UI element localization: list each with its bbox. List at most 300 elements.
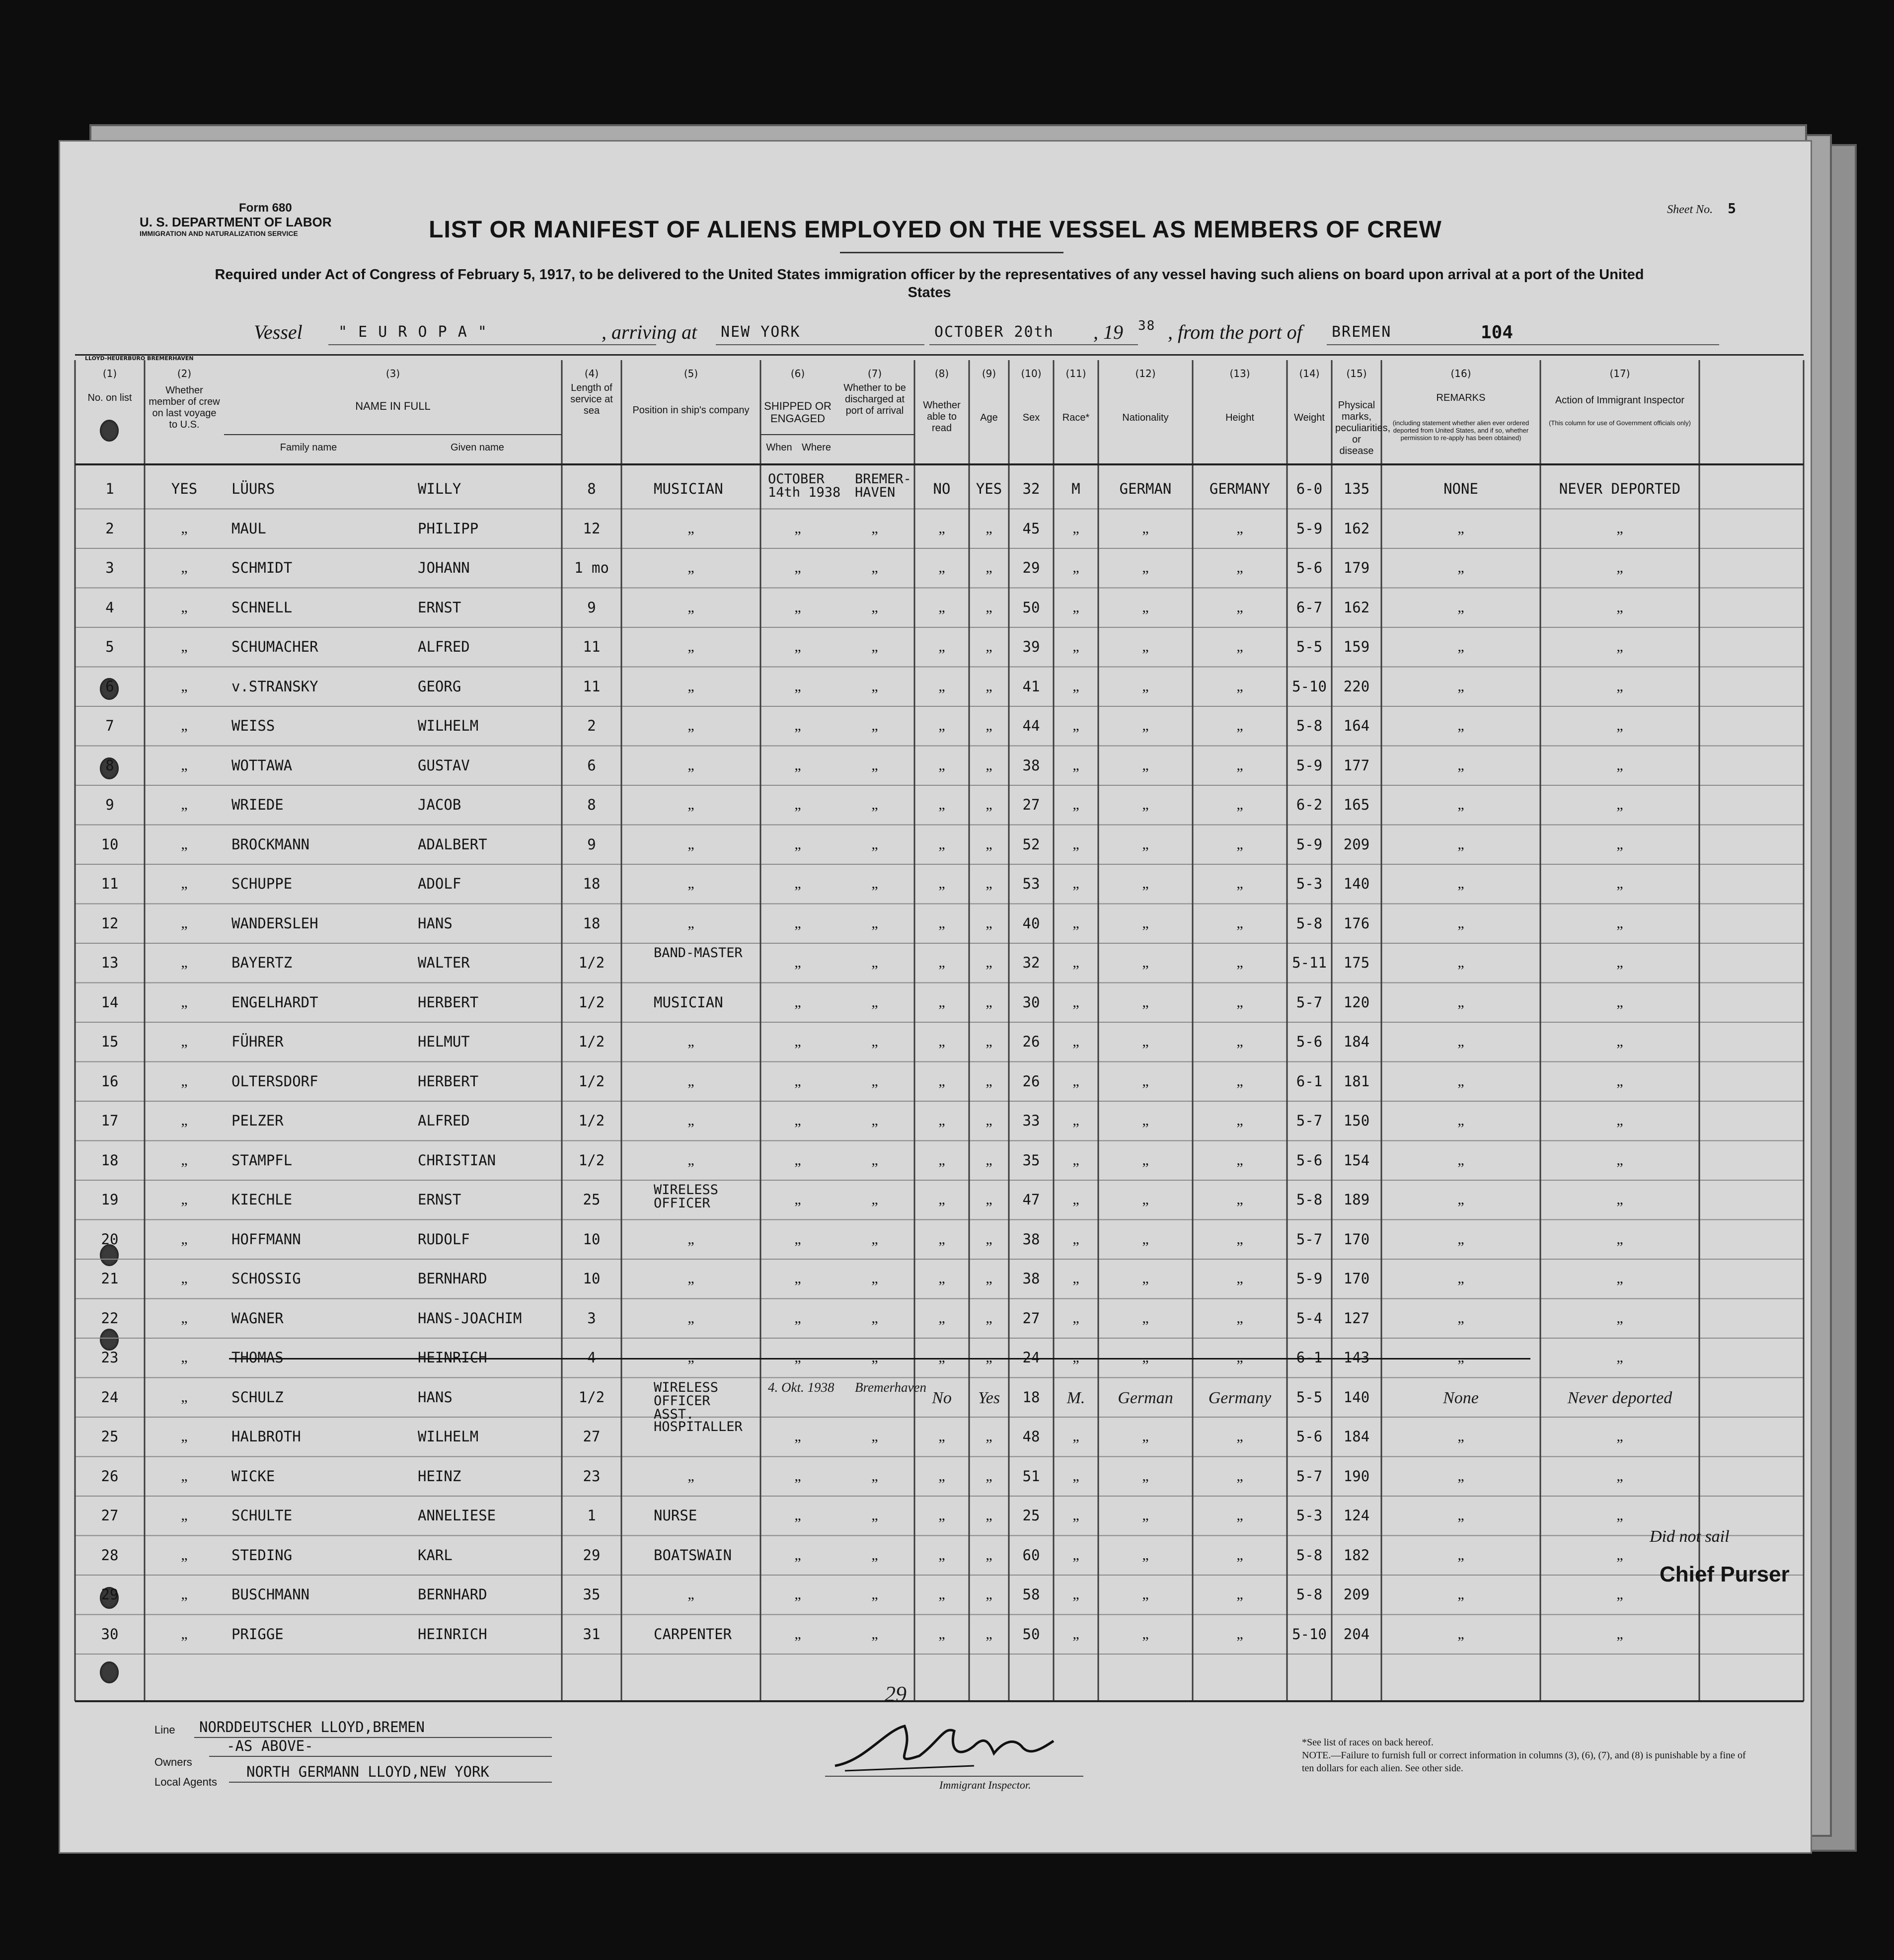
- cell-weight: 182: [1343, 1546, 1370, 1564]
- table-row: [60, 1338, 1814, 1378]
- ditto-mark: „: [1236, 678, 1243, 694]
- cell-age: 48: [1022, 1428, 1040, 1445]
- ditto-mark: „: [1142, 875, 1149, 892]
- column-number: (14): [1299, 368, 1320, 379]
- ditto-mark: „: [687, 756, 694, 773]
- sheet-label: Sheet No.: [1667, 203, 1713, 216]
- ditto-mark: „: [871, 717, 878, 734]
- ditto-mark: „: [1142, 756, 1149, 773]
- ditto-mark: „: [1142, 914, 1149, 931]
- ditto-mark: „: [871, 835, 878, 852]
- cell-height: 5-8: [1296, 1191, 1323, 1208]
- arrival-date: OCTOBER 20th: [934, 323, 1054, 341]
- cell-weight: 189: [1343, 1191, 1370, 1208]
- ditto-mark: „: [1142, 520, 1149, 536]
- cell-no: 20: [101, 1230, 119, 1248]
- ditto-mark: „: [871, 954, 878, 971]
- cell-family: WRIEDE: [231, 796, 284, 813]
- cell-height: 5-6: [1296, 1151, 1323, 1169]
- ditto-mark: „: [181, 1467, 188, 1484]
- cell-weight: 184: [1343, 1428, 1370, 1445]
- cell-weight: 220: [1343, 678, 1370, 695]
- ditto-mark: „: [794, 835, 801, 852]
- cell-height: 6-1: [1296, 1349, 1323, 1366]
- vessel-line: [60, 320, 1811, 350]
- cell-height: 6-0: [1296, 480, 1323, 497]
- ditto-mark: „: [1616, 875, 1623, 892]
- cell-race: GERMAN: [1119, 480, 1172, 497]
- vessel-name: " E U R O P A ": [338, 323, 488, 341]
- cell-given: ALFRED: [418, 638, 470, 655]
- ditto-mark: „: [871, 1586, 878, 1602]
- ditto-mark: „: [181, 914, 188, 931]
- ditto-mark: „: [1236, 638, 1243, 655]
- cell-family: SCHULZ: [231, 1388, 284, 1406]
- ditto-mark: „: [1236, 1586, 1243, 1602]
- cell-no: 13: [101, 954, 119, 971]
- cell-given: ADOLF: [418, 875, 461, 892]
- ditto-mark: „: [1457, 678, 1464, 694]
- ditto-mark: „: [1072, 1507, 1079, 1523]
- cell-sex: M.: [1066, 1388, 1085, 1407]
- ditto-mark: „: [1236, 835, 1243, 852]
- cell-no: 9: [105, 796, 114, 813]
- ditto-mark: „: [181, 835, 188, 852]
- ditto-mark: „: [794, 678, 801, 694]
- ditto-mark: „: [1142, 1033, 1149, 1050]
- ditto-mark: „: [1236, 1230, 1243, 1247]
- ditto-mark: „: [1142, 1151, 1149, 1168]
- ditto-mark: „: [985, 914, 992, 931]
- ditto-mark: „: [1236, 914, 1243, 931]
- table-row: [60, 1496, 1814, 1536]
- cell-no: 24: [101, 1388, 119, 1406]
- cell-weight: 154: [1343, 1151, 1370, 1169]
- ditto-mark: „: [1457, 1625, 1464, 1642]
- ditto-mark: „: [871, 1112, 878, 1129]
- cell-service: 11: [583, 678, 601, 695]
- cell-given: ERNST: [418, 1191, 461, 1208]
- ditto-mark: „: [1457, 1546, 1464, 1563]
- ditto-mark: „: [687, 875, 694, 892]
- cell-read: YES: [976, 480, 1002, 497]
- cell-family: PELZER: [231, 1112, 284, 1129]
- column-subheader: Family name: [280, 442, 337, 453]
- ditto-mark: „: [1236, 559, 1243, 576]
- ditto-mark: „: [1072, 520, 1079, 536]
- ditto-mark: „: [985, 756, 992, 773]
- cell-height: 5-9: [1296, 1270, 1323, 1287]
- column-header: Whether member of crew on last voyage to U.S.: [149, 385, 220, 430]
- ditto-mark: „: [1616, 835, 1623, 852]
- column-number: (17): [1609, 368, 1630, 379]
- cell-height: 5-7: [1296, 993, 1323, 1011]
- arrival-port: NEW YORK: [721, 323, 801, 341]
- ditto-mark: „: [1457, 1586, 1464, 1602]
- ditto-mark: „: [1616, 1151, 1623, 1168]
- cell-weight: 140: [1343, 875, 1370, 892]
- cell-family: BROCKMANN: [231, 835, 310, 853]
- cell-weight: 124: [1343, 1507, 1370, 1524]
- ditto-mark: „: [1142, 1230, 1149, 1247]
- ditto-mark: „: [938, 559, 945, 576]
- ditto-mark: „: [871, 1349, 878, 1365]
- column-header: Length of service at sea: [570, 382, 613, 416]
- table-row: [60, 746, 1814, 786]
- ditto-mark: „: [1616, 638, 1623, 655]
- cell-service: 9: [587, 835, 596, 853]
- cell-service: 1 mo: [574, 559, 609, 576]
- cell-height: 5-8: [1296, 914, 1323, 932]
- cell-position: MUSICIAN: [654, 480, 723, 497]
- column-number: (2): [177, 368, 192, 379]
- cell-weight: 170: [1343, 1230, 1370, 1248]
- cell-age: 44: [1022, 717, 1040, 734]
- cell-sex: M: [1071, 480, 1080, 497]
- cell-given: ERNST: [418, 599, 461, 616]
- ditto-mark: „: [1457, 756, 1464, 773]
- ditto-mark: „: [871, 520, 878, 536]
- cell-position: CARPENTER: [654, 1625, 732, 1643]
- column-header: Whether able to read: [923, 400, 961, 434]
- cell-family: STEDING: [231, 1546, 293, 1564]
- ditto-mark: „: [794, 1625, 801, 1642]
- cell-age: 33: [1022, 1112, 1040, 1129]
- cell-given: HANS: [418, 914, 453, 932]
- cell-family: SCHNELL: [231, 599, 293, 616]
- ditto-mark: „: [181, 638, 188, 655]
- ditto-mark: „: [1072, 875, 1079, 892]
- ditto-mark: „: [938, 1033, 945, 1050]
- ditto-mark: „: [794, 1270, 801, 1286]
- column-number: (16): [1450, 368, 1471, 379]
- ditto-mark: „: [1236, 993, 1243, 1010]
- column-number: (15): [1346, 368, 1367, 379]
- cell-weight: 150: [1343, 1112, 1370, 1129]
- punch-hole: [100, 420, 119, 442]
- cell-remarks: Never deported: [1567, 1388, 1672, 1407]
- cell-no: 28: [101, 1546, 119, 1564]
- ditto-mark: „: [181, 678, 188, 694]
- ditto-mark: „: [938, 993, 945, 1010]
- ditto-mark: „: [938, 796, 945, 813]
- ditto-mark: „: [871, 1546, 878, 1563]
- column-header: Race*: [1062, 412, 1090, 423]
- ditto-mark: „: [794, 1072, 801, 1089]
- ditto-mark: „: [794, 1230, 801, 1247]
- ditto-mark: „: [687, 1309, 694, 1326]
- cell-service: 10: [583, 1230, 601, 1248]
- ditto-mark: „: [1142, 717, 1149, 734]
- ditto-mark: „: [985, 1467, 992, 1484]
- ditto-mark: „: [1616, 1586, 1623, 1602]
- cell-service: 1/2: [578, 993, 605, 1011]
- ditto-mark: „: [794, 1309, 801, 1326]
- ditto-mark: „: [181, 954, 188, 971]
- cell-age: 58: [1022, 1586, 1040, 1603]
- ditto-mark: „: [1236, 1507, 1243, 1523]
- cell-given: HERBERT: [418, 1072, 479, 1090]
- ditto-mark: „: [794, 1349, 801, 1365]
- ditto-mark: „: [985, 796, 992, 813]
- ditto-mark: „: [1236, 1428, 1243, 1444]
- cell-weight: 209: [1343, 835, 1370, 853]
- column-number: (7): [867, 368, 882, 379]
- ditto-mark: „: [794, 1033, 801, 1050]
- ditto-mark: „: [794, 954, 801, 971]
- cell-height: 5-8: [1296, 1546, 1323, 1564]
- cell-service: 29: [583, 1546, 601, 1564]
- cell-no: 25: [101, 1428, 119, 1445]
- ditto-mark: „: [1236, 1546, 1243, 1563]
- cell-height: 5-9: [1296, 756, 1323, 774]
- table-row: [60, 548, 1814, 588]
- ditto-mark: „: [938, 1546, 945, 1563]
- ditto-mark: „: [1616, 954, 1623, 971]
- cell-service: 8: [587, 796, 596, 813]
- ditto-mark: „: [1457, 796, 1464, 813]
- ditto-mark: „: [794, 796, 801, 813]
- ditto-mark: „: [1236, 1033, 1243, 1050]
- cell-age: 30: [1022, 993, 1040, 1011]
- ditto-mark: „: [1142, 1072, 1149, 1089]
- ditto-mark: „: [871, 638, 878, 655]
- line-label: Line: [154, 1724, 175, 1736]
- cell-family: WICKE: [231, 1467, 275, 1485]
- ditto-mark: „: [181, 1428, 188, 1444]
- cell-position: WIRELESS OFFICER ASST.: [654, 1379, 719, 1422]
- cell-no: 4: [105, 599, 114, 616]
- ditto-mark: „: [985, 1270, 992, 1286]
- cell-race: German: [1118, 1388, 1173, 1407]
- ditto-mark: „: [871, 1270, 878, 1286]
- cell-family: WANDERSLEH: [231, 914, 318, 932]
- ditto-mark: „: [1072, 756, 1079, 773]
- ditto-mark: „: [938, 756, 945, 773]
- table-row: [60, 904, 1814, 944]
- ditto-mark: „: [1457, 1467, 1464, 1484]
- ditto-mark: „: [871, 796, 878, 813]
- ditto-mark: „: [1457, 835, 1464, 852]
- column-header: Nationality: [1122, 412, 1169, 423]
- cell-age: 29: [1022, 559, 1040, 576]
- cell-family: WOTTAWA: [231, 756, 293, 774]
- cell-age: 38: [1022, 1270, 1040, 1287]
- cell-height: 5-5: [1296, 638, 1323, 655]
- cell-weight: 190: [1343, 1467, 1370, 1485]
- ditto-mark: „: [1236, 756, 1243, 773]
- cell-service: 6: [587, 756, 596, 774]
- cell-no: 22: [101, 1309, 119, 1327]
- ditto-mark: „: [1072, 717, 1079, 734]
- departure-port: BREMEN: [1332, 323, 1392, 341]
- ditto-mark: „: [687, 717, 694, 734]
- ditto-mark: „: [985, 638, 992, 655]
- ditto-mark: „: [871, 1428, 878, 1444]
- ditto-mark: „: [871, 1151, 878, 1168]
- cell-family: WEISS: [231, 717, 275, 734]
- page-subtitle: Required under Act of Congress of February 5, 1917, to be delivered to the United States immigration officer by the representatives of any vessel having such aliens on board upon arrival at a port of the United States: [215, 267, 1644, 301]
- cell-service: 25: [583, 1191, 601, 1208]
- cell-nationality: Germany: [1208, 1388, 1272, 1407]
- cell-service: 4: [587, 1349, 596, 1366]
- cell-age: 50: [1022, 1625, 1040, 1643]
- ditto-mark: „: [1142, 1546, 1149, 1563]
- ditto-mark: „: [1457, 1230, 1464, 1247]
- cell-service: 1: [587, 1507, 596, 1524]
- sheet-value: 5: [1728, 200, 1736, 217]
- cell-weight: 209: [1343, 1586, 1370, 1603]
- ditto-mark: „: [1616, 1309, 1623, 1326]
- cell-service: 10: [583, 1270, 601, 1287]
- ditto-mark: „: [985, 559, 992, 576]
- ditto-mark: „: [1072, 1546, 1079, 1563]
- cell-service: 18: [583, 914, 601, 932]
- ditto-mark: „: [1616, 1072, 1623, 1089]
- ditto-mark: „: [1236, 1072, 1243, 1089]
- ditto-mark: „: [1072, 1072, 1079, 1089]
- cell-family: STAMPFL: [231, 1151, 293, 1169]
- ditto-mark: „: [687, 1112, 694, 1129]
- cell-service: 9: [587, 599, 596, 616]
- ditto-mark: „: [794, 1507, 801, 1523]
- cell-marks: NONE: [1443, 480, 1478, 497]
- table-row: [60, 627, 1814, 667]
- cell-no: 3: [105, 559, 114, 576]
- sheet-number: [1667, 200, 1736, 217]
- ditto-mark: „: [1072, 678, 1079, 694]
- table-row: [60, 706, 1814, 746]
- cell-height: 6-2: [1296, 796, 1323, 813]
- ditto-mark: „: [181, 1151, 188, 1168]
- ditto-mark: „: [938, 678, 945, 694]
- ditto-mark: „: [1142, 1270, 1149, 1286]
- ditto-mark: „: [938, 835, 945, 852]
- cell-given: HEINRICH: [418, 1349, 487, 1366]
- column-number: (8): [934, 368, 949, 379]
- cell-weight: 204: [1343, 1625, 1370, 1643]
- cell-given: JOHANN: [418, 559, 470, 576]
- column-number: (6): [790, 368, 805, 379]
- cell-age: 47: [1022, 1191, 1040, 1208]
- cell-family: FÜHRER: [231, 1033, 284, 1050]
- column-subheader: Given name: [451, 442, 504, 453]
- cell-when: 4. Okt. 1938: [768, 1379, 834, 1395]
- table-row: [60, 1457, 1814, 1497]
- manifest-number: 104: [1481, 322, 1514, 343]
- ditto-mark: „: [794, 993, 801, 1010]
- ditto-mark: „: [181, 1072, 188, 1089]
- column-header: Height: [1225, 412, 1254, 423]
- ditto-mark: „: [1616, 756, 1623, 773]
- cell-weight: 165: [1343, 796, 1370, 813]
- ditto-mark: „: [687, 1270, 694, 1286]
- ditto-mark: „: [1142, 1112, 1149, 1129]
- ditto-mark: „: [687, 559, 694, 576]
- cell-no: 11: [101, 875, 119, 892]
- owners-label: Owners: [154, 1756, 192, 1768]
- cell-family: SCHOSSIG: [231, 1270, 301, 1287]
- ditto-mark: „: [1142, 678, 1149, 694]
- cell-service: 8: [587, 480, 596, 497]
- ditto-mark: „: [871, 1309, 878, 1326]
- ditto-mark: „: [871, 599, 878, 615]
- ditto-mark: „: [871, 678, 878, 694]
- ditto-mark: „: [938, 1230, 945, 1247]
- ditto-mark: „: [938, 1072, 945, 1089]
- ditto-mark: „: [687, 599, 694, 615]
- cell-given: WALTER: [418, 954, 470, 971]
- cell-service: 11: [583, 638, 601, 655]
- cell-given: HEINRICH: [418, 1625, 487, 1643]
- ditto-mark: „: [181, 1033, 188, 1050]
- ditto-mark: „: [1142, 835, 1149, 852]
- ditto-mark: „: [1616, 1349, 1623, 1365]
- cell-given: CHRISTIAN: [418, 1151, 496, 1169]
- cell-age: 32: [1022, 954, 1040, 971]
- cell-family: BUSCHMANN: [231, 1586, 310, 1603]
- column-header: Physical marks, peculiarities, or disease: [1335, 400, 1391, 456]
- ditto-mark: „: [181, 1112, 188, 1129]
- cell-age: 51: [1022, 1467, 1040, 1485]
- cell-where: BREMER-HAVEN: [855, 471, 911, 500]
- ditto-mark: „: [1236, 1467, 1243, 1484]
- ditto-mark: „: [1616, 1625, 1623, 1642]
- ditto-mark: „: [938, 1309, 945, 1326]
- ditto-mark: „: [985, 875, 992, 892]
- cell-last: YES: [171, 480, 198, 497]
- ditto-mark: „: [1616, 520, 1623, 536]
- cell-given: HANS-JOACHIM: [418, 1309, 522, 1327]
- ditto-mark: „: [1457, 875, 1464, 892]
- table-row: [60, 825, 1814, 865]
- races-note: *See list of races on back hereof.: [1302, 1737, 1434, 1748]
- cell-height: 5-6: [1296, 1033, 1323, 1050]
- ditto-mark: „: [687, 1349, 694, 1365]
- cell-age: 35: [1022, 1151, 1040, 1169]
- ditto-mark: „: [794, 717, 801, 734]
- cell-service: 23: [583, 1467, 601, 1485]
- ditto-mark: „: [687, 1586, 694, 1602]
- cell-height: 5-8: [1296, 717, 1323, 734]
- ditto-mark: „: [181, 599, 188, 615]
- table-row: [60, 1022, 1814, 1062]
- cell-weight: 184: [1343, 1033, 1370, 1050]
- ditto-mark: „: [1457, 954, 1464, 971]
- ditto-mark: „: [1236, 1112, 1243, 1129]
- column-note: (including statement whether alien ever ordered deported from United States, and if so, whether permission to re-apply has been obtained): [1392, 419, 1529, 442]
- ditto-mark: „: [1142, 1625, 1149, 1642]
- cell-position: WIRELESS OFFICER: [654, 1182, 719, 1211]
- ditto-mark: „: [794, 1546, 801, 1563]
- cell-age: 38: [1022, 756, 1040, 774]
- manifest-page: [59, 140, 1812, 1854]
- cell-position: BOATSWAIN: [654, 1546, 732, 1564]
- ditto-mark: „: [1072, 993, 1079, 1010]
- ditto-mark: „: [938, 1112, 945, 1129]
- ditto-mark: „: [1457, 559, 1464, 576]
- cell-position: NURSE: [654, 1507, 697, 1524]
- ditto-mark: „: [871, 1625, 878, 1642]
- ditto-mark: „: [794, 1586, 801, 1602]
- column-subheader: When: [766, 442, 792, 453]
- ditto-mark: „: [871, 1191, 878, 1207]
- ditto-mark: „: [1142, 1586, 1149, 1602]
- cell-age: 60: [1022, 1546, 1040, 1564]
- ditto-mark: „: [1142, 1191, 1149, 1207]
- cell-given: GUSTAV: [418, 756, 470, 774]
- ditto-mark: „: [1616, 1507, 1623, 1523]
